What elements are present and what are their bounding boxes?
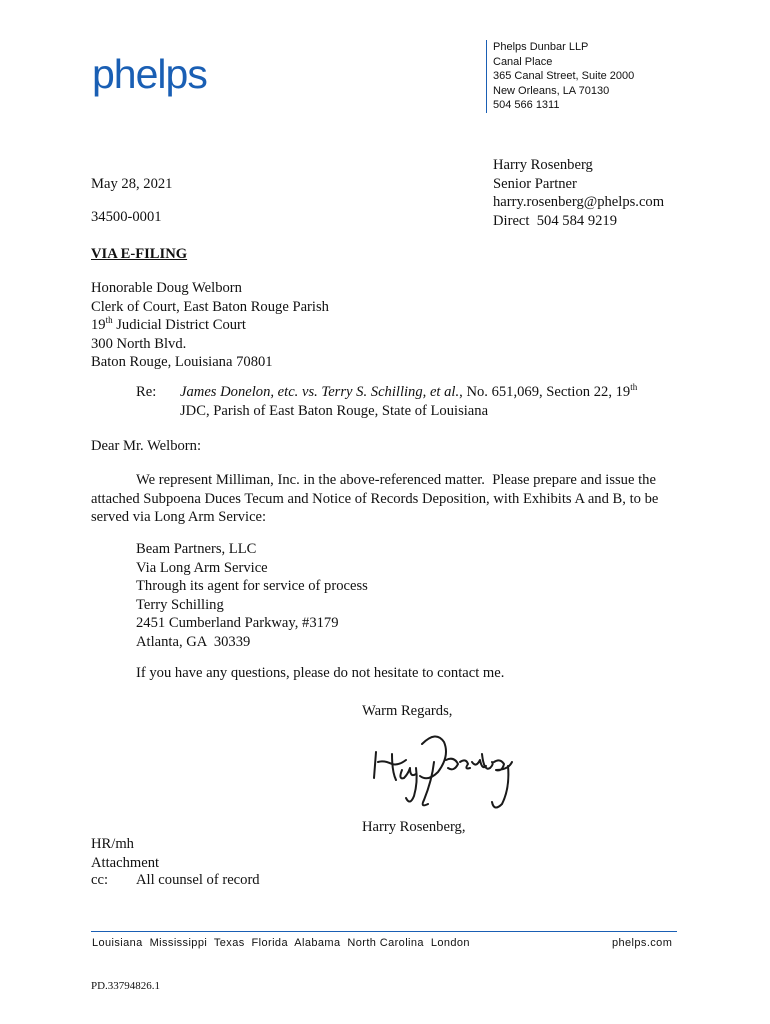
re-label: Re: — [136, 384, 157, 400]
office-line-street: 365 Canal Street, Suite 2000 — [493, 70, 635, 83]
footer-website[interactable]: phelps.com — [612, 937, 673, 949]
body-line-1 — [91, 471, 691, 490]
service-line-city: Atlanta, GA 30339 — [136, 633, 251, 650]
service-line-agent-name: Terry Schilling — [136, 596, 224, 613]
body-paragraph — [91, 471, 691, 527]
attachment-note: Attachment — [91, 854, 160, 871]
sender-direct-phone: Direct 504 584 9219 — [493, 212, 618, 229]
service-address-block — [136, 540, 368, 651]
re-case-name: James Donelon, etc. vs. Terry S. Schilling, et al. — [180, 384, 460, 400]
addressee-name: Honorable Doug Welborn — [91, 280, 242, 296]
handwritten-signature — [362, 722, 522, 814]
re-line-1 — [180, 383, 680, 402]
office-address-block — [486, 40, 634, 113]
body-line-3: served via Long Arm Service: — [91, 509, 267, 525]
initials-block — [91, 835, 159, 872]
addressee-street: 300 North Blvd. — [91, 335, 187, 352]
service-line-agent-desc: Through its agent for service of process — [136, 578, 368, 594]
body-line-1-text: We represent Milliman, Inc. in the above-referenced matter. Please prepare and issue the — [136, 472, 656, 488]
closing-regards: Warm Regards, — [362, 703, 453, 719]
addressee-court-num: 19 — [91, 317, 106, 333]
office-line-phone: 504 566 1311 — [493, 99, 560, 112]
re-line-2: JDC, Parish of East Baton Rouge, State of Louisiana — [180, 402, 489, 419]
sender-block — [493, 156, 664, 230]
footer-locations: Louisiana Mississippi Texas Florida Alabama North Carolina London — [92, 937, 470, 949]
addressee-court-sup: th — [105, 315, 113, 326]
addressee-title: Clerk of Court, East Baton Rouge Parish — [91, 298, 329, 315]
cc-label: cc: — [91, 872, 109, 888]
addressee-city: Baton Rouge, Louisiana 70801 — [91, 354, 273, 370]
sender-title: Senior Partner — [493, 175, 577, 192]
re-case-rest: , No. 651,069, Section 22, 19 — [459, 384, 631, 400]
signer-name: Harry Rosenberg, — [362, 819, 466, 835]
file-number: 34500-0001 — [91, 209, 162, 225]
service-line-method: Via Long Arm Service — [136, 559, 268, 576]
delivery-method: VIA E-FILING — [91, 246, 188, 262]
typist-initials: HR/mh — [91, 836, 134, 852]
footer-divider — [91, 931, 677, 932]
office-line-city: New Orleans, LA 70130 — [493, 84, 610, 97]
re-text — [180, 383, 680, 420]
service-line-street: 2451 Cumberland Parkway, #3179 — [136, 615, 339, 631]
office-line-building: Canal Place — [493, 55, 553, 68]
sender-email[interactable]: harry.rosenberg@phelps.com — [493, 194, 665, 210]
closing-question: If you have any questions, please do not hesitate to contact me. — [136, 665, 505, 681]
phelps-logo: phelps — [92, 51, 207, 97]
cc-recipients: All counsel of record — [136, 872, 260, 888]
addressee-court — [91, 316, 329, 335]
body-line-2: attached Subpoena Duces Tecum and Notice of Records Deposition, with Exhibits A and B, to be — [91, 490, 659, 507]
salutation: Dear Mr. Welborn: — [91, 438, 202, 454]
office-line-firm: Phelps Dunbar LLP — [493, 41, 589, 53]
document-id: PD.33794826.1 — [91, 980, 161, 992]
service-line-company: Beam Partners, LLC — [136, 541, 257, 557]
sender-name: Harry Rosenberg — [493, 157, 593, 173]
re-case-sup: th — [630, 382, 638, 393]
addressee-block — [91, 279, 329, 372]
letter-date: May 28, 2021 — [91, 176, 173, 192]
addressee-court-rest: Judicial District Court — [112, 317, 246, 333]
